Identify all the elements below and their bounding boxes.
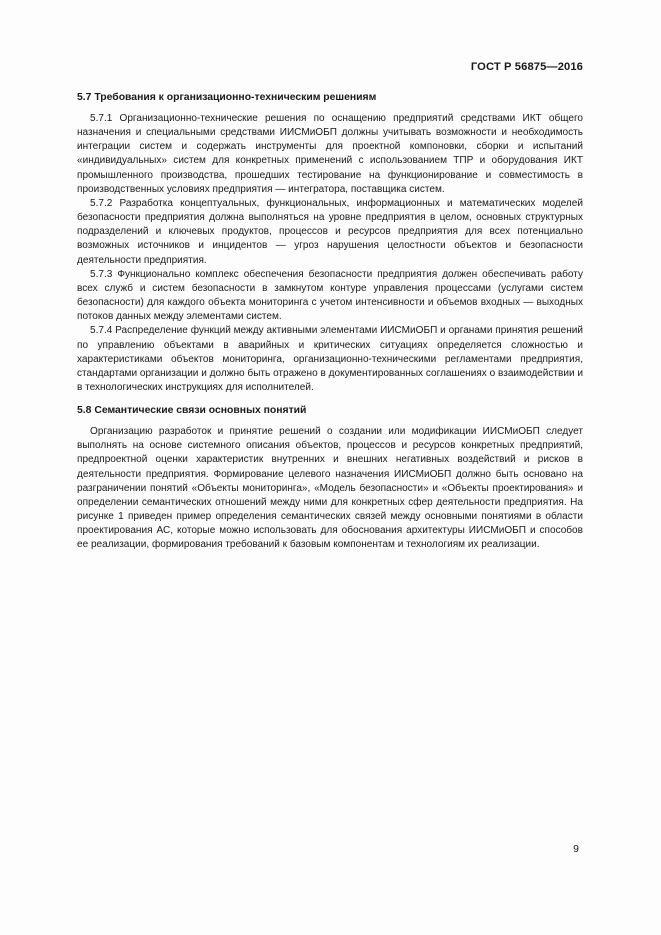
section-heading-5-7: 5.7 Требования к организационно-техническим решениям	[77, 92, 377, 103]
section-heading-5-8: 5.8 Семантические связи основных понятий	[77, 405, 307, 417]
paragraph-5-7-2: 5.7.2 Разработка концептуальных, функциональных, информационных и математических моделей безопасности предприятия должна выполняться на уровне предприятия в целом, основных структурных подразделений и ключевых продуктов, процессов и ресурсов предприятия для всех потенциально возможных источников и инцидентов — угроз нарушения целостности объектов и безопасности деятельности предприятия.	[77, 197, 583, 266]
paragraph-5-7-4: 5.7.4 Распределение функций между активными элементами ИИСМиОБП и органами принятия решений по управлению объектами в аварийных и критических ситуациях определяется сложностью и характеристиками объектов мониторинга, организационно-техническими регламентами предприятия, стандартами организации и должно быть отражено в документированных соглашениях о взаимодействии и в технологических инструкциях для исполнителей.	[77, 325, 583, 393]
paragraph-5-7-1: 5.7.1 Организационно-технические решения по оснащению предприятий средствами ИКТ общего назначения и специальными средствами ИИСМиОБП должны учитывать возможности и необходимость интеграции систем и содержать инструменты для проектной компоновки, сборки и испытаний «индивидуальных» систем для конкретных применений с использованием ТПР и оборудования ИКТ промышленного производства, прошедших тестирование на функционирование и совместимость в производственных условиях предприятия — интегратора, поставщика систем.	[77, 113, 583, 195]
paragraph-5-7-3: 5.7.3 Функционально комплекс обеспечения безопасности предприятия должен обеспечивать работу всех служб и систем безопасности в замкнутом контуре управления процессами (услугами систем безопасности) для каждого объекта мониторинга с учетом интенсивности и объемов входных — выходных потоков данных между элементами систем.	[77, 268, 583, 323]
standard-designation: ГОСТ Р 56875—2016	[470, 61, 583, 73]
paragraph-5-8: Организацию разработок и принятие решений о создании или модификации ИИСМиОБП следует выполнять на основе системного описания объектов, процессов и ресурсов конкретных предприятий, предпроектной оценки характеристик внутренних и внешних негативных воздействий и рисков в деятельности предприятия. Формирование целевого назначения ИИСМиОБП должно быть основано на разграничении понятий «Объекты мониторинга», «Модель безопасности» и «Объекты проектирования» и определении семантических отношений между ними для конкретных сфер деятельности предприятия. На рисунке 1 приведен пример определения семантических связей между основными понятиями в области проектирования АС, которые можно использовать для обоснования архитектуры ИИСМиОБП и способов ее реализации, формирования требований к базовым компонентам и технологиям их реализации.	[77, 426, 583, 551]
document-body	[77, 91, 583, 553]
page-number: 9	[573, 843, 579, 855]
